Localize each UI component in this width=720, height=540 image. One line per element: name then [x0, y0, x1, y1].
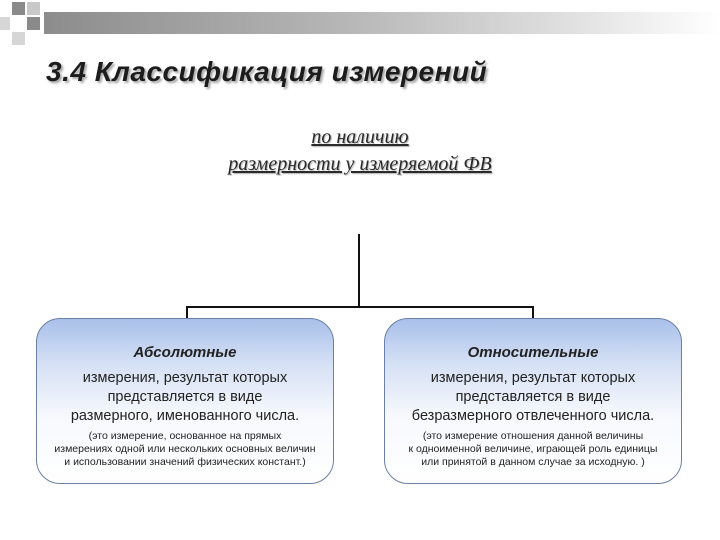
- box-description: [385, 369, 681, 426]
- corner-square: [27, 2, 40, 15]
- corner-square: [0, 17, 10, 30]
- box-note-line: измерениях одной или нескольких основных величин: [54, 443, 316, 455]
- box-title: Относительные: [467, 344, 599, 361]
- box-relative: [384, 318, 682, 484]
- box-note-line: (это измерение, основанное на прямых: [88, 430, 282, 442]
- box-note-line: (это измерение отношения данной величины: [422, 430, 644, 442]
- box-note-line: к одноименной величине, играющей роль единицы: [408, 443, 658, 455]
- box-description-line: безразмерного отвлеченного числа.: [411, 408, 655, 424]
- connector-horizontal: [186, 306, 534, 308]
- box-description-line: измерения, результат которых: [430, 370, 636, 386]
- box-absolute: [36, 318, 334, 484]
- criterion-line-2: размерности у измеряемой ФВ: [228, 153, 492, 175]
- connector-trunk: [358, 234, 360, 307]
- box-note-line: и использовании значений физических констант.): [64, 456, 306, 468]
- box-title: Абсолютные: [133, 344, 237, 361]
- box-description-line: представляется в виде: [455, 389, 611, 405]
- criterion-line-1: по наличию: [311, 126, 409, 148]
- corner-square: [27, 17, 40, 30]
- header-gradient-bar: [44, 12, 720, 34]
- box-note: [385, 430, 681, 469]
- box-note-line: или принятой в данном случае за исходную. ): [421, 456, 645, 468]
- corner-square: [12, 2, 25, 15]
- corner-square: [12, 32, 25, 45]
- box-description-line: размерного, именованного числа.: [70, 408, 300, 424]
- box-description-line: измерения, результат которых: [82, 370, 288, 386]
- box-description-line: представляется в виде: [107, 389, 263, 405]
- slide-title: 3.4 Классификация измерений: [46, 56, 488, 87]
- box-description: [37, 369, 333, 426]
- box-note: [37, 430, 333, 469]
